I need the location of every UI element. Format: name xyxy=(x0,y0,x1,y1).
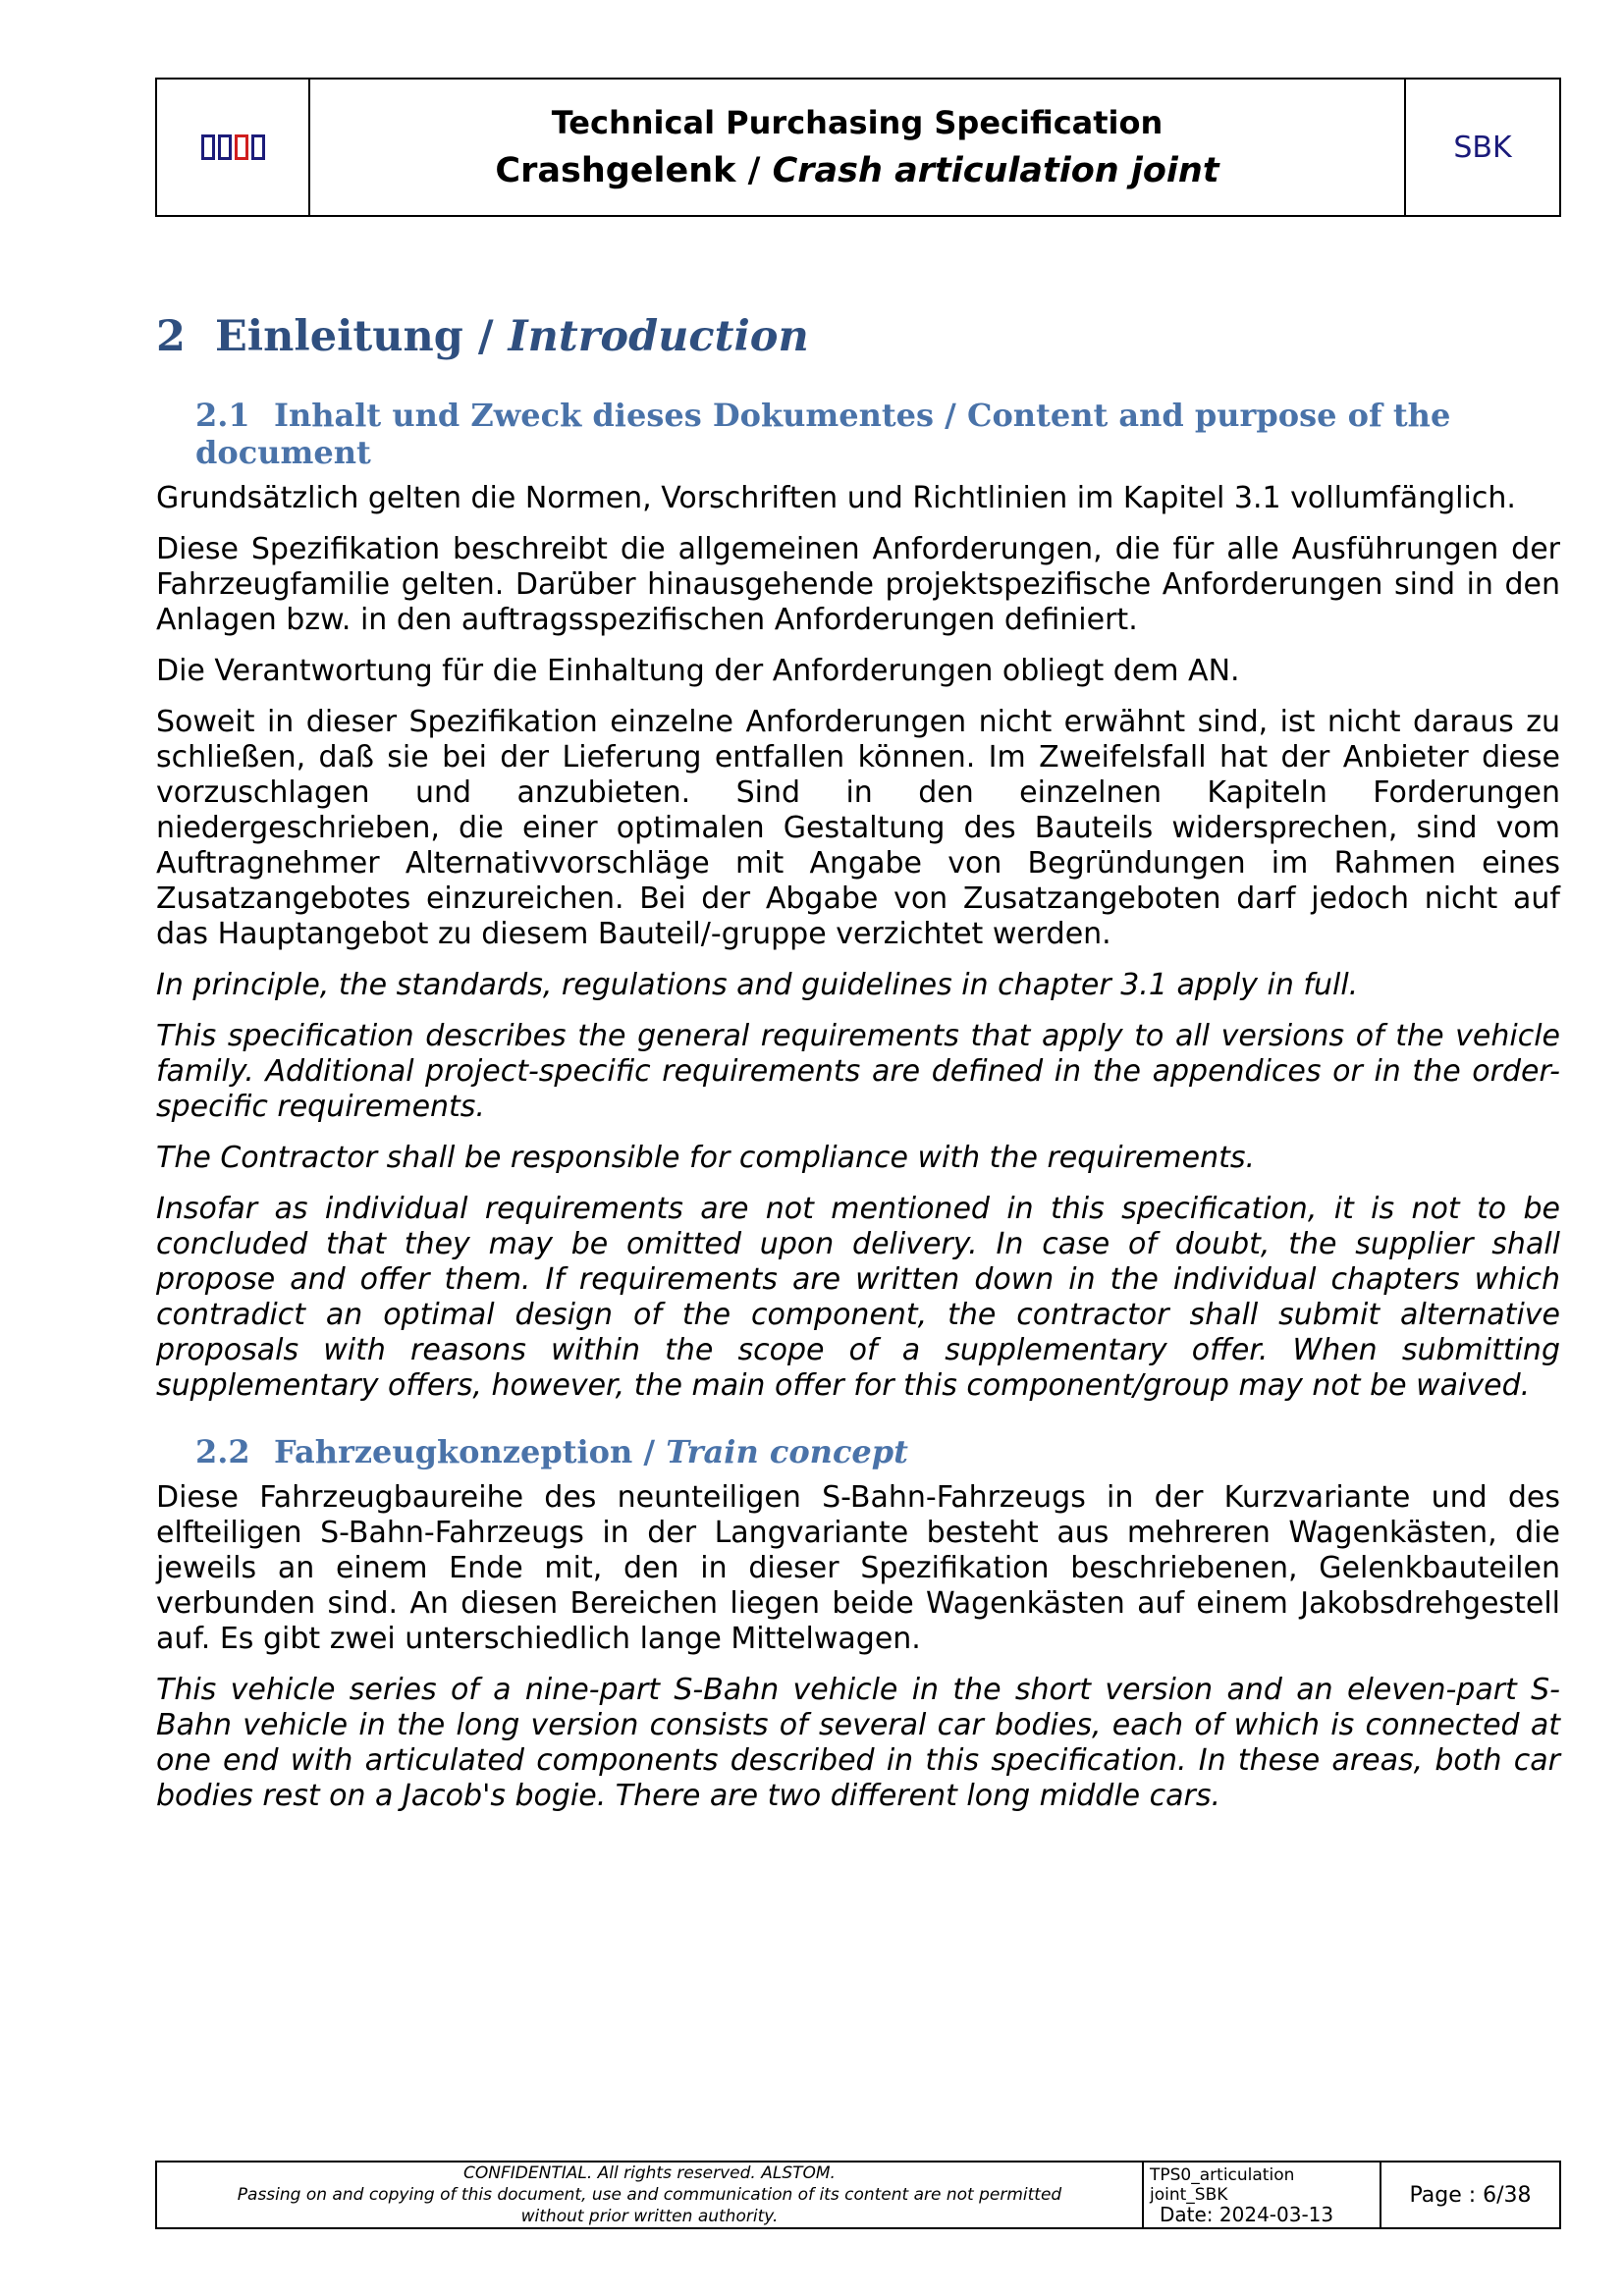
page-number: Page : 6/38 xyxy=(1409,2182,1532,2208)
alstom-logo-icon xyxy=(201,134,265,160)
document-body xyxy=(156,312,1560,1830)
project-code: SBK xyxy=(1453,130,1512,165)
page-header xyxy=(155,78,1561,217)
section-2-2-heading: 2.2 Fahrzeugkonzeption / Train concept xyxy=(195,1433,908,1470)
paragraph-en: This vehicle series of a nine-part S-Bahn vehicle in the short version and an eleven-part S-Bahn vehicle in the long version consists of several car bodies, each of which is connected at one end with articulated components described in this specification. In these areas, both car bodies rest on a Jacob's bogie. There are two different long middle cars. xyxy=(156,1673,1560,1813)
document-date: Date: 2024-03-13 xyxy=(1160,2203,1334,2226)
paragraph-de: Grundsätzlich gelten die Normen, Vorschriften und Richtlinien im Kapitel 3.1 vollumfänglich. xyxy=(156,481,1516,515)
logo-cell xyxy=(157,80,310,215)
paragraph-de: Diese Fahrzeugbaureihe des neunteiligen S-Bahn-Fahrzeugs in der Kurzvariante und des elfteiligen S-Bahn-Fahrzeugs in der Langvariante besteht aus mehreren Wagenkästen, die jeweils an einem Ende mit, den in dieser Spezifikation beschriebenen, Gelenkbauteilen verbunden sind. An diesen Bereichen liegen beide Wagenkästen auf einem Jakobsdrehgestell auf. Es gibt zwei unterschiedlich lange Mittelwagen. xyxy=(156,1480,1560,1656)
paragraph-en: In principle, the standards, regulations and guidelines in chapter 3.1 apply in full. xyxy=(156,968,1359,1002)
document-reference: TPS0_articulation joint_SBK Date: 2024-03-13 xyxy=(1144,2163,1381,2227)
spec-title: Technical Purchasing Specification xyxy=(551,104,1164,141)
section-2-1-heading: 2.1 Inhalt und Zweck dieses Dokumentes / Content and purpose of the document xyxy=(195,397,1451,471)
page-footer xyxy=(155,2161,1561,2229)
header-title-cell xyxy=(310,80,1406,215)
paragraph-en: Insofar as individual requirements are not mentioned in this specification, it is not to be concluded that they may be omitted upon delivery. In case of doubt, the supplier shall propose and offer them. If requirements are written down in the individual chapters which contradict an optimal design of the component, the contractor shall submit alternative proposals with reasons within the scope of a supplementary offer. When submitting supplementary offers, however, the main offer for this component/group may not be waived. xyxy=(156,1192,1560,1403)
paragraph-en: The Contractor shall be responsible for compliance with the requirements. xyxy=(156,1141,1256,1175)
section-2-heading: 2 Einleitung / Introduction xyxy=(156,312,809,361)
paragraph-de: Diese Spezifikation beschreibt die allgemeinen Anforderungen, die für alle Ausführungen der Fahrzeugfamilie gelten. Darüber hinausgehende projektspezifische Anforderungen sind in den Anlagen bzw. in den auftragsspezifischen Anforderungen definiert. xyxy=(156,532,1560,637)
confidentiality-notice: CONFIDENTIAL. All rights reserved. ALSTOM. Passing on and copying of this document, use and communication of its content are not permitted without prior written authority. xyxy=(157,2163,1144,2227)
paragraph-de: Die Verantwortung für die Einhaltung der Anforderungen obliegt dem AN. xyxy=(156,654,1240,688)
paragraph-de: Soweit in dieser Spezifikation einzelne Anforderungen nicht erwähnt sind, ist nicht daraus zu schließen, daß sie bei der Lieferung entfallen können. Im Zweifelsfall hat der Anbieter diese vorzuschlagen und anzubieten. Sind in den einzelnen Kapiteln Forderungen niedergeschrieben, die einer optimalen Gestaltung des Bauteils widersprechen, sind vom Auftragnehmer Alternativvorschläge mit Angabe von Begründungen im Rahmen eines Zusatzangebotes einzureichen. Bei der Abgabe von Zusatzangeboten darf jedoch nicht auf das Hauptangebot zu diesem Bauteil/-gruppe verzichtet werden. xyxy=(156,705,1560,951)
paragraph-en: This specification describes the general requirements that apply to all versions of the vehicle family. Additional project-specific requirements are defined in the appendices or in the order-specific requirements. xyxy=(156,1019,1560,1124)
component-title: Crashgelenk / Crash articulation joint xyxy=(495,151,1219,190)
